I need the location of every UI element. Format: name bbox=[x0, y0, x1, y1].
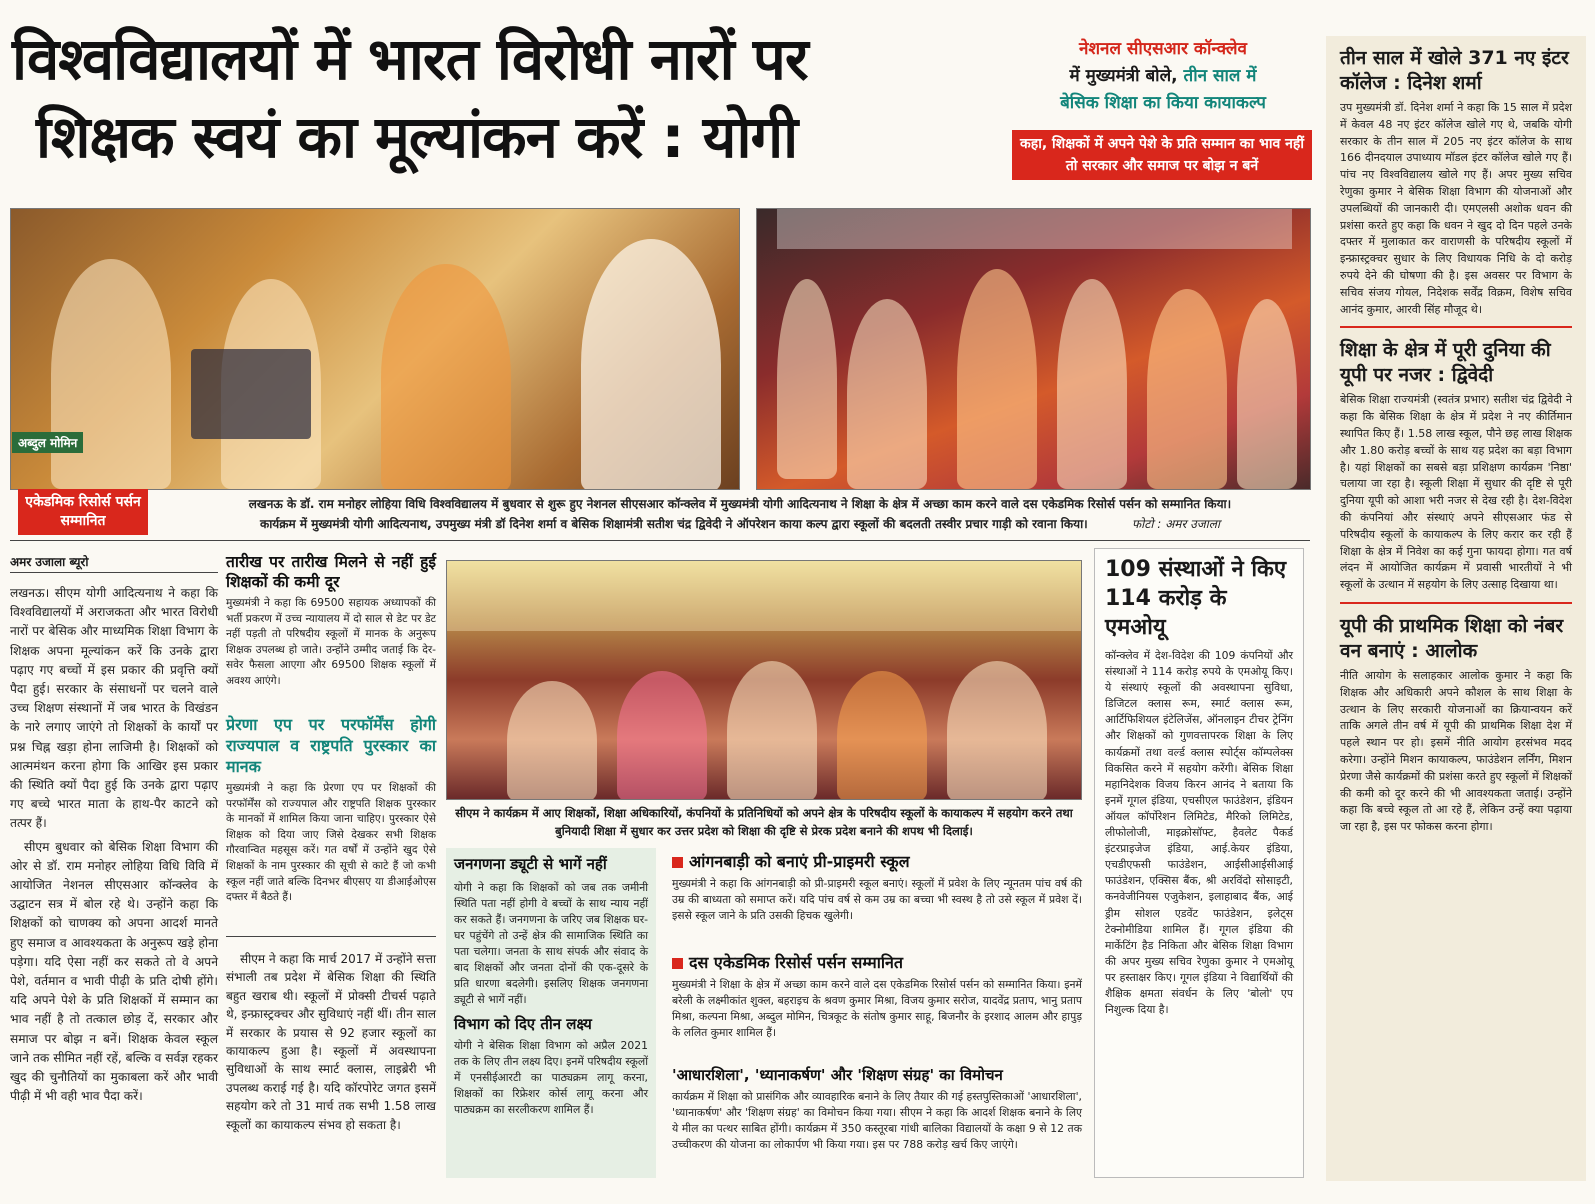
sidebar-heading-dinesh: तीन साल में खोले 371 नए इंटर कॉलेज : दिनेश शर्मा bbox=[1340, 47, 1569, 94]
kicker-event: नेशनल सीएसआर कॉन्क्लेव bbox=[1079, 39, 1247, 59]
three-goals-heading: विभाग को दिए तीन लक्ष्य bbox=[454, 1015, 592, 1033]
anganwadi-section bbox=[672, 852, 1082, 928]
main-story-para-2: सीएम बुधवार को बेसिक शिक्षा विभाग की ओर से डॉ. राम मनोहर लोहिया विधि विवि में आयोजित नेशनल सीएसआर कॉन्क्लेव के उद्घाटन सत्र में बोल रहे थे। उन्होंने कहा कि शिक्षकों को चाणक्य को अपना आदर्श मानते हुए समाज व आवश्यकता के अनुरूप खड़े होना पड़ेगा। यदि ऐसा नहीं कर सकते तो वे अपने पेशे, वर्तमान व भावी पीढ़ी के प्रति दोषी होंगे। यदि अपने पेशे के प्रति शिक्षकों में सम्मान का भाव नहीं है तो तत्काल छोड़ दें, सरकार और समाज पर बोझ न बनें। शिक्षक केवल स्कूल जाने तक सीमित नहीं रहें, बल्कि व सर्वज्ञ रहकर खुद की चुनौतियों का मुकाबला करें और भावी पीढ़ी में भी वही भाव पैदा करें। bbox=[10, 839, 218, 1104]
bullet-square-icon bbox=[672, 958, 683, 969]
book-release-text: कार्यक्रम में शिक्षा को प्रासंगिक और व्यावहारिक बनाने के लिए तैयार की गई हस्तपुस्तिकाओं 'आधारशिला', 'ध्यानाकर्षण' और 'शिक्षण संग्रह' का विमोचन किया गया। सीएम ने कहा कि आदर्श शिक्षक बनाने के लिए ये मील का पत्थर साबित होंगी। कार्यक्रम में 350 कस्तूरबा गांधी बालिका विद्यालयों के कक्षा 9 से 12 तक उच्चीकरण की योजना का लोकार्पण भी किया गया। इस पर 788 करोड़ खर्च किए जाएंगे। bbox=[672, 1090, 1082, 1151]
census-duty-heading: जनगणना ड्यूटी से भागें नहीं bbox=[454, 855, 607, 873]
photo-credit: अब्दुल मोमिन bbox=[12, 432, 83, 453]
main-story-column bbox=[10, 584, 218, 1110]
book-release-heading: 'आधारशिला', 'ध्यानाकर्षण' और 'शिक्षण संग्रह' का विमोचन bbox=[672, 1066, 1003, 1084]
photo-label-box: एकेडमिक रिसोर्स पर्सन सम्मानित bbox=[18, 489, 148, 535]
march-2017-section bbox=[226, 950, 436, 1138]
section-divider bbox=[10, 540, 1310, 541]
sidebar-heading-dwivedi: शिक्षा के क्षेत्र में पूरी दुनिया की यूपी पर नजर : द्विवेदी bbox=[1340, 339, 1551, 387]
col2-divider bbox=[226, 936, 436, 937]
census-duty-text: योगी ने कहा कि शिक्षकों को जब तक जमीनी स्थिति पता नहीं होगी वे बच्चों के साथ न्याय नहीं कर सकते हैं। जनगणना के जरिए जब शिक्षक घर-घर पहुंचेंगे तो उन्हें क्षेत्र की सामाजिक स्थिति का पता चलेगा। जनता के साथ संपर्क और संवाद के बाद शिक्षकों और जनता दोनों की एक-दूसरे के प्रति धारणा बदलेगी। इसलिए शिक्षक जनगणना ड्यूटी से भागें नहीं। bbox=[454, 881, 648, 1006]
kicker-three-years: तीन साल में bbox=[1183, 66, 1257, 86]
resource-persons-heading-text: दस एकेडमिक रिसोर्स पर्सन सम्मानित bbox=[689, 953, 903, 972]
byline-divider bbox=[10, 572, 218, 573]
kicker-quote-box: कहा, शिक्षकों में अपने पेशे के प्रति सम्मान का भाव नहीं तो सरकार और समाज पर बोझ न बनें bbox=[1012, 130, 1312, 180]
prerna-app-heading: प्रेरणा एप पर परफॉर्मेंस होगी राज्यपाल व राष्ट्रपति पुरस्कार का मानक bbox=[226, 715, 436, 776]
sidebar-divider bbox=[1340, 602, 1572, 604]
byline: अमर उजाला ब्यूरो bbox=[10, 555, 89, 569]
sidebar-text-dwivedi: बेसिक शिक्षा राज्यमंत्री (स्वतंत्र प्रभार) सतीश चंद्र द्विवेदी ने कहा कि बेसिक शिक्षा के क्षेत्र में प्रदेश ने नए कीर्तिमान स्थापित किए हैं। 1.58 लाख स्कूल, पौने छह लाख शिक्षक और 1.80 करोड़ बच्चों के साथ यह प्रदेश का बड़ा विभाग है। यहां शिक्षकों का सबसे बड़ा प्रशिक्षण कार्यक्रम 'निष्ठा' चलाया जा रहा है। स्कूली शिक्षा में सुधार की दृष्टि से पूरी दुनिया यूपी को आशा भरी नजर से देख रही है। देश-विदेश की कंपनियां और संस्थाएं अपने सीएसआर फंड से परिषदीय स्कूलों के कायाकल्प के लिए करार कर रही हैं शिक्षा के क्षेत्र में निवेश का कई गुना फायदा होगा। गत वर्ष लंदन में आयोजित कार्यक्रम में प्रवासी भारतीयों ने भी स्कूलों के उत्थान में सहयोग के लिए उत्साह दिखाया था। bbox=[1340, 393, 1572, 592]
campaign-vehicle-photo bbox=[756, 208, 1311, 490]
march-2017-text: सीएम ने कहा कि मार्च 2017 में उन्होंने सत्ता संभाली तब प्रदेश में बेसिक शिक्षा की स्थिति बहुत खराब थी। स्कूलों में प्रोक्सी टीचर्स पढ़ाते थे, इन्फ्रास्ट्रक्चर और सुविधाएं नहीं थीं। तीन साल में सरकार के प्रयास से 92 हजार स्कूलों का कायाकल्प हुआ है। स्कूलों में अवस्थापना सुविधाओं के साथ स्मार्ट क्लास, लाइब्रेरी भी उपलब्ध कराई गई है। यदि कॉरपोरेट जगत इसमें सहयोग करे तो 31 मार्च तक सभी 1.58 लाख स्कूलों का कायाकल्प संभव हो सकता है। bbox=[226, 952, 436, 1132]
mou-text: कॉन्क्लेव में देश-विदेश की 109 कंपनियों और संस्थाओं ने 114 करोड़ रुपये के एमओयू किए। ये संस्थाएं स्कूलों की अवस्थापना सुविधा, डिजिटल क्लास रूम, स्मार्ट क्लास रूम, आर्टिफिशियल इंटेलिजेंस, ऑनलाइन टीचर ट्रेनिंग और शिक्षकों को गुणवत्तापरक शिक्षा के लिए कार्यक्रमों तथा वर्ल्ड क्लास स्पोर्ट्स कॉम्पलेक्स विकसित करने में सहयोग करेंगी। बेसिक शिक्षा महानिदेशक विजय किरन आनंद ने बताया कि इनमें गूगल इंडिया, एचसीएल फाउंडेशन, इंडियन ऑयल कॉर्पोरेशन लिमिटेड, मैरिको लिमिटेड, लीफोलोजी, माइक्रोसॉफ्ट, हैवलेट पैकर्ड इंटरप्राइजेज इंडिया, आई.केयर इंडिया, एचडीएफसी फाउंडेशन, आईसीआईसीआई फाउंडेशन, एक्सिस बैंक, श्री अरविंदो सोसाइटी, कनवेजीनियस एजुकेशन, इलाहाबाद बैंक, आई ड्रीम सोशल एडवेंट फाउंडेशन, इलेट्स टेक्नोमीडिया शामिल हैं। गूगल इंडिया की मार्केटिंग हैड निकिता और बेसिक शिक्षा विभाग की अपर मुख्य सचिव रेणुका कुमार ने एमओयू पर हस्ताक्षर किए। गूगल इंडिया ने विद्यार्थियों की शैक्षिक क्षमता संवर्धन के लिए 'बोलो' एप निशुल्क दिया है। bbox=[1105, 649, 1293, 1017]
resource-persons-section bbox=[672, 953, 1082, 1045]
anganwadi-text: मुख्यमंत्री ने कहा कि आंगनबाड़ी को प्री-प्राइमरी स्कूल बनाएं। स्कूलों में प्रवेश के लिए न्यूनतम पांच वर्ष की उम्र की बाध्यता को समाप्त करें। यदि पांच वर्ष से कम उम्र का बच्चा भी स्वस्थ है तो उसे स्कूल में प्रवेश दें। इससे स्कूल जाने के प्रति उसकी हिचक खुलेगी। bbox=[672, 877, 1082, 922]
kicker-cm-said: में मुख्यमंत्री बोले, bbox=[1069, 66, 1178, 86]
book-release-section bbox=[672, 1065, 1082, 1157]
anganwadi-heading-text: आंगनबाड़ी को बनाएं प्री-प्राइमरी स्कूल bbox=[689, 852, 910, 871]
prerna-app-section bbox=[226, 714, 436, 910]
mou-heading: 109 संस्थाओं ने किए 114 करोड़ के एमओयू bbox=[1105, 557, 1287, 640]
sidebar-heading-alok: यूपी की प्राथमिक शिक्षा को नंबर वन बनाएं : आलोक bbox=[1340, 614, 1564, 662]
three-goals-text: योगी ने बेसिक शिक्षा विभाग को अप्रैल 2021 तक के लिए तीन लक्ष्य दिए। इनमें परिषदीय स्कूलों में एनसीईआरटी का पाठ्यक्रम लागू करना, शिक्षकों का रिफ्रेशर कोर्स लागू करना और पाठ्यक्रम का सरलीकरण शामिल हैं। bbox=[454, 1039, 648, 1116]
photo-caption-line-2 bbox=[170, 514, 1310, 534]
prerna-app-text: मुख्यमंत्री ने कहा कि प्रेरणा एप पर शिक्षकों की परफॉर्मेंस को राज्यपाल और राष्ट्रपति शिक्षक पुरस्कार के मानकों में शामिल किया जाना चाहिए। पुरस्कार ऐसे शिक्षक को दिया जाए जिसे देखकर सभी शिक्षक गौरवान्वित महसूस करें। गत वर्षों में उन्होंने खुद ऐसे शिक्षकों के नाम पुरस्कार की सूची से काटे हैं जो कभी स्कूल नहीं जाते बल्कि दिनभर बीएसए या डीआईओएस दफ्तर में बैठते हैं। bbox=[226, 782, 436, 904]
main-headline bbox=[12, 20, 1002, 176]
oath-crowd-photo bbox=[446, 560, 1082, 800]
award-photo bbox=[10, 208, 740, 490]
photo-caption-line-2-text: कार्यक्रम में मुख्यमंत्री योगी आदित्यनाथ, उपमुख्य मंत्री डॉ दिनेश शर्मा व बेसिक शिक्षामंत्री सतीश चंद्र द्विवेदी ने ऑपरेशन काया कल्प द्वारा स्कूलों की बदलती तस्वीर प्रचार गाड़ी को रवाना किया। bbox=[259, 517, 1088, 531]
crowd-photo-caption: सीएम ने कार्यक्रम में आए शिक्षकों, शिक्षा अधिकारियों, कंपनियों के प्रतिनिधियों को अपने क्षेत्र के परिषदीय स्कूलों के कायाकल्प में सहयोग करने तथा बुनियादी शिक्षा में सुधार कर उत्तर प्रदेश को शिक्षा की दृष्टि से प्रेरक प्रदेश बनाने की शपथ भी दिलाई। bbox=[455, 806, 1073, 838]
sidebar-divider bbox=[1340, 326, 1572, 328]
mou-box bbox=[1094, 548, 1304, 1178]
anganwadi-heading bbox=[672, 852, 1082, 872]
kicker bbox=[1008, 36, 1318, 117]
teacher-shortage-heading: तारीख पर तारीख मिलने से नहीं हुई शिक्षकों की कमी दूर bbox=[226, 553, 436, 591]
teacher-shortage-section bbox=[226, 552, 436, 694]
census-duty-box bbox=[446, 848, 656, 1178]
resource-persons-heading bbox=[672, 953, 1082, 973]
teacher-shortage-text: मुख्यमंत्री ने कहा कि 69500 सहायक अध्यापकों की भर्ती प्रकरण में उच्च न्यायालय में दो साल से डेट पर डेट नहीं पड़ती तो परिषदीय स्कूलों में मानक के अनुरूप शिक्षक उपलब्ध हो जाते। उन्होंने उम्मीद जताई कि देर-सवेर फैसला आएगा और 69500 शिक्षक स्कूलों में अवश्य आएंगे। bbox=[226, 597, 436, 687]
headline-line-2: शिक्षक स्वयं का मूल्यांकन करें : योगी bbox=[36, 103, 798, 171]
bullet-square-icon bbox=[672, 857, 683, 868]
photo-caption bbox=[170, 494, 1310, 534]
sidebar-text-dinesh: उप मुख्यमंत्री डॉ. दिनेश शर्मा ने कहा कि 15 साल में प्रदेश में केवल 48 नए इंटर कॉलेज खोले गए थे, जबकि योगी सरकार के तीन साल में 205 नए इंटर कॉलेज के साथ 166 दीनदयाल उपाध्याय मॉडल इंटर कॉलेज खोले गए हैं। पांच नए विश्वविद्यालय खोले गए हैं। अपर मुख्य सचिव रेणुका कुमार ने बेसिक शिक्षा विभाग की योजनाओं और उपलब्धियों की जानकारी दी। एमएलसी अशोक धवन की प्रशंसा करते हुए कहा कि धवन ने खुद दो दिन पहले उनके दफ्तर में मुलाकात कर वाराणसी के परिषदीय स्कूलों में इन्फ्रास्ट्रक्चर सुधार के लिए विधायक निधि के दो करोड़ रुपये देने की घोषणा की है। इस अवसर पर विभाग के सचिव संजय गोयल, निदेशक सर्वेंद्र विक्रम, विशेष सचिव आनंद कुमार, आरवी सिंह मौजूद थे। bbox=[1340, 101, 1572, 316]
main-story-para-1: लखनऊ। सीएम योगी आदित्यनाथ ने कहा कि विश्वविद्यालयों में अराजकता और भारत विरोधी नारों पर बेसिक और माध्यमिक शिक्षा विभाग के शिक्षक अपना मूल्यांकन करें कि उनके द्वारा पढ़ाए गए बच्चों में इस प्रकार की प्रवृत्ति क्यों पैदा हुई। सरकार के संसाधनों पर चलने वाले उच्च शिक्षण संस्थानों में जब भारत के विखंडन के नारे लगाए जाएंगे तो शिक्षकों के कार्यों पर प्रश्न चिह्न खड़ा होना लाजिमी है। शिक्षकों को आत्ममंथन करना होगा कि आखिर इस प्रकार की स्थिति क्यों पैदा हुई कि उनके द्वारा पढ़ाए गए बच्चे भारत माता के हाथ-पैर काटने को तत्पर हैं। bbox=[10, 586, 218, 831]
resource-persons-text: मुख्यमंत्री ने शिक्षा के क्षेत्र में अच्छा काम करने वाले दस एकेडमिक रिसोर्स पर्सन को सम्मानित किया। इनमें बरेली के लक्ष्मीकांत शुक्ल, बहराइच के श्रवण कुमार मिश्रा, विजय कुमार सरोज, यादवेंद्र प्रताप, भानु प्रताप मिश्रा, कल्पना मिश्रा, अब्दुल मोमिन, चित्रकूट के संतोष कुमार साहू, बिजनौर के इरशाद आलम और हापुड़ के ललित कुमार शामिल हैं। bbox=[672, 978, 1082, 1039]
photo-source: फोटो : अमर उजाला bbox=[1131, 517, 1221, 531]
kicker-basic-education: बेसिक शिक्षा का किया कायाकल्प bbox=[1060, 93, 1266, 113]
kicker-line-2 bbox=[1008, 63, 1318, 90]
sidebar-text-alok: नीति आयोग के सलाहकार आलोक कुमार ने कहा कि शिक्षक और अधिकारी अपने कौशल के साथ शिक्षा के उत्थान के लिए सरकारी योजनाओं का क्रियान्वयन करें ताकि अगले तीन वर्ष में यूपी की प्राथमिक शिक्षा देश में पहले स्थान पर हो। इसमें नीति आयोग हरसंभव मदद करेगा। उन्होंने मिशन कायाकल्प, फाउंडेशन लर्निंग, मिशन प्रेरणा जैसे कार्यक्रमों की प्रशंसा करते हुए स्कूलों में शिक्षकों की कमी को दूर करने की भी आवश्यकता जताई। उन्होंने कहा कि बच्चे स्कूल तो आ रहे हैं, लेकिन उन्हें क्या पढ़ाया जा रहा है, इस पर फोकस करना होगा। bbox=[1340, 668, 1572, 834]
headline-line-1: विश्वविद्यालयों में भारत विरोधी नारों पर bbox=[12, 25, 808, 93]
photo-caption-line-1: लखनऊ के डॉ. राम मनोहर लोहिया विधि विश्वविद्यालय में बुधवार से शुरू हुए नेशनल सीएसआर कॉन्क्लेव में मुख्यमंत्री योगी आदित्यनाथ ने शिक्षा के क्षेत्र में अच्छा काम करने वाले दस एकेडमिक रिसोर्स पर्सन को सम्मानित किया। bbox=[248, 497, 1232, 511]
right-sidebar bbox=[1326, 36, 1586, 1181]
